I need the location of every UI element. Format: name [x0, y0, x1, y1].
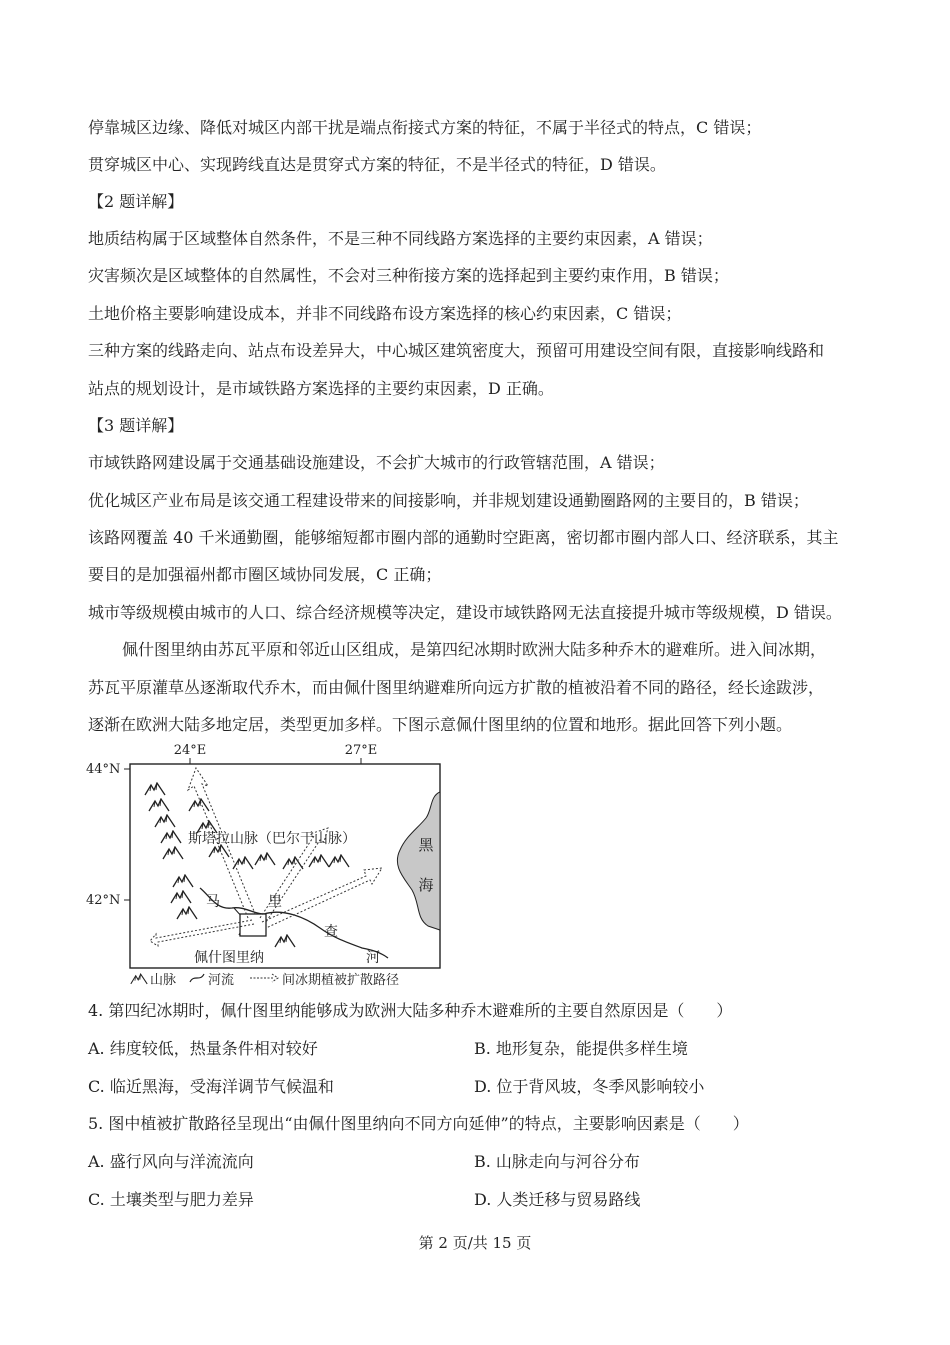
sea-label: 海: [418, 876, 434, 894]
lon-label-27e: 27°E: [344, 743, 378, 758]
legend-mountain-icon: [131, 974, 147, 984]
text-line: 苏瓦平原灌草丛逐渐取代乔木，而由佩什图里纳避难所向远方扩散的植被沿着不同的路径，经长途跋涉，: [88, 678, 825, 697]
text-line: 优化城区产业布局是该交通工程建设带来的间接影响，并非规划建设通勤圈路网的主要目的，B 错误；: [88, 491, 809, 510]
question-4-stem: 4. 第四纪冰期时，佩什图里纳能够成为欧洲大陆多种乔木避难所的主要自然原因是（ ）: [88, 1001, 733, 1020]
text-line: 要目的是加强福州都市圈区域协同发展，C 正确；: [88, 565, 442, 584]
river-char: 查: [324, 924, 338, 940]
place-label: 佩什图里纳: [194, 950, 264, 966]
text-line: 三种方案的线路走向、站点布设差异大，中心城区建筑密度大，预留可用建设空间有限，直接影响线路和: [88, 341, 825, 360]
section-heading: 【3 题详解】: [88, 416, 184, 435]
river-char: 里: [268, 894, 282, 910]
sea-label: 黑: [418, 836, 434, 854]
text-line: 贯穿城区中心、实现跨线直达是贯穿式方案的特征，不是半径式的特征，D 错误。: [88, 155, 666, 174]
q5-option-c: C. 土壤类型与肥力差异: [88, 1190, 254, 1209]
legend-mountain: 山脉: [150, 973, 177, 988]
text-line: 灾害频次是区域整体的自然属性，不会对三种衔接方案的选择起到主要约束作用，B 错误；: [88, 266, 729, 285]
lat-label-44n: 44°N: [86, 762, 121, 777]
text-line: 地质结构属于区域整体自然条件，不是三种不同线路方案选择的主要约束因素，A 错误；: [88, 229, 713, 248]
section-heading: 【2 题详解】: [88, 192, 184, 211]
river-char: 河: [366, 950, 380, 966]
legend-path-icon: [250, 974, 278, 982]
text-line: 城市等级规模由城市的人口、综合经济规模等决定，建设市域铁路网无法直接提升城市等级规模，D 错误。: [88, 603, 842, 622]
lat-label-42n: 42°N: [86, 893, 121, 908]
river-char: 马: [206, 894, 220, 910]
q4-option-b: B. 地形复杂，能提供多样生境: [474, 1039, 688, 1058]
question-5-stem: 5. 图中植被扩散路径呈现出“由佩什图里纳向不同方向延伸”的特点，主要影响因素是（ ）: [88, 1114, 749, 1133]
text-line: 逐渐在欧洲大陆多地定居，类型更加多样。下图示意佩什图里纳的位置和地形。据此回答下列小题。: [88, 715, 793, 734]
q4-option-a: A. 纬度较低，热量条件相对较好: [88, 1039, 318, 1058]
text-line: 该路网覆盖 40 千米通勤圈，能够缩短都市圈内部的通勤时空距离，密切都市圈内部人口、经济联系，其主: [88, 528, 839, 547]
lon-label-24e: 24°E: [173, 743, 207, 758]
mountain-range-label: 斯塔拉山脉（巴尔干山脉）: [188, 831, 356, 847]
text-line: 土地价格主要影响建设成本，并非不同线路布设方案选择的核心约束因素，C 错误；: [88, 304, 682, 323]
pestura-basin: [240, 914, 266, 936]
legend-river-icon: [190, 974, 204, 982]
text-line: 市域铁路网建设属于交通基础设施建设，不会扩大城市的行政管辖范围，A 错误；: [88, 453, 665, 472]
q5-option-d: D. 人类迁移与贸易路线: [474, 1190, 641, 1209]
text-line: 佩什图里纳由苏瓦平原和邻近山区组成，是第四纪冰期时欧洲大陆多种乔木的避难所。进入间冰期，: [122, 640, 827, 659]
q5-option-b: B. 山脉走向与河谷分布: [474, 1152, 640, 1171]
text-line: 站点的规划设计，是市域铁路方案选择的主要约束因素，D 正确。: [88, 379, 554, 398]
q4-option-d: D. 位于背风坡，冬季风影响较小: [474, 1077, 705, 1096]
legend-river: 河流: [208, 973, 235, 988]
q5-option-a: A. 盛行风向与洋流流向: [88, 1152, 254, 1171]
legend-path: 间冰期植被扩散路径: [282, 973, 400, 988]
map-legend: [131, 972, 399, 988]
q4-option-c: C. 临近黑海，受海洋调节气候温和: [88, 1077, 334, 1096]
pestura-map: [84, 738, 464, 994]
text-line: 停靠城区边缘、降低对城区内部干扰是端点衔接式方案的特征，不属于半径式的特点，C 错误；: [88, 118, 762, 137]
page-footer: 第 2 页/共 15 页: [418, 1234, 532, 1252]
